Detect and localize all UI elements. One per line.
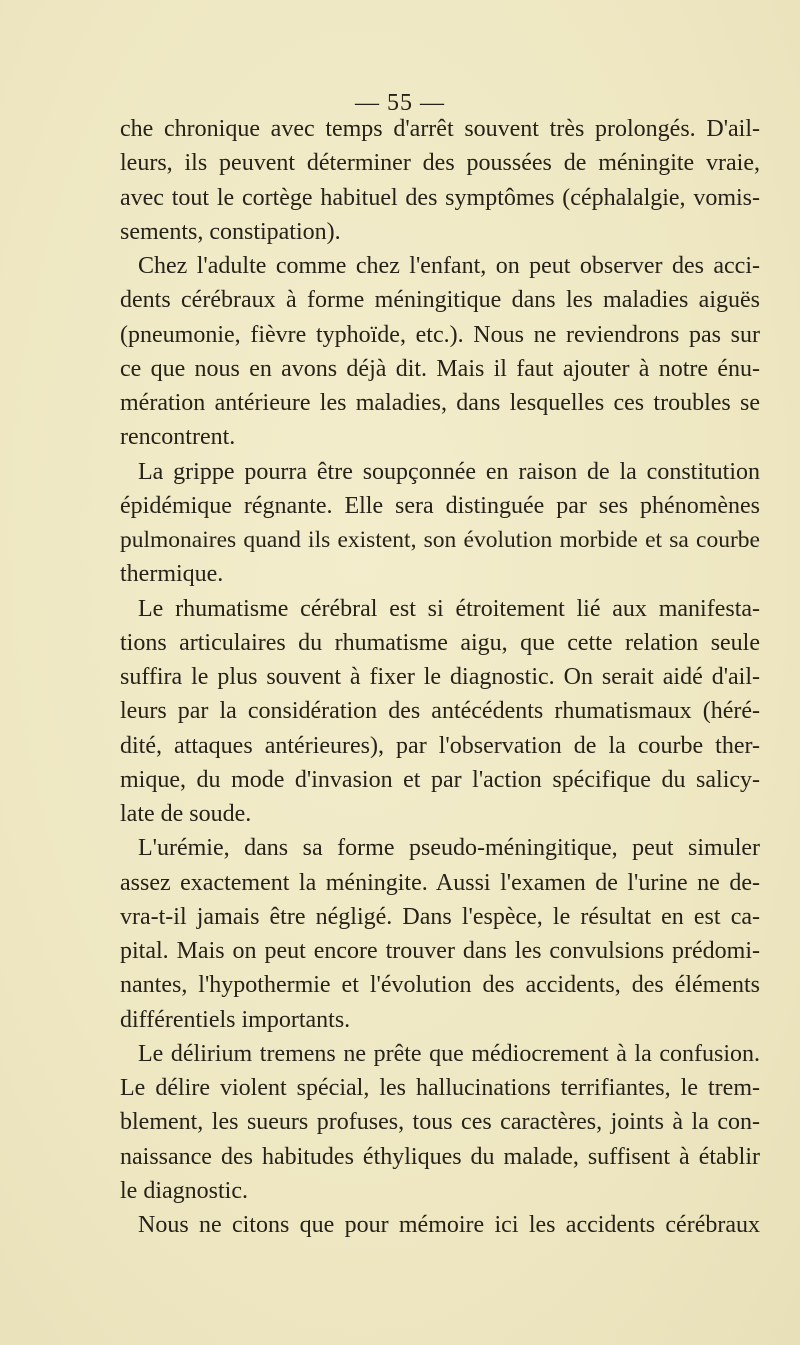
- text-line: Nous ne citons que pour mémoire ici les accidents cérébraux: [138, 1212, 760, 1238]
- body-text: [120, 112, 760, 1242]
- text-line: pulmonaires quand ils existent, son évolution morbide et sa courbe: [120, 527, 760, 553]
- text-line: Le délire violent spécial, les hallucinations terrifiantes, le trem-: [120, 1075, 760, 1101]
- text-line: leurs par la considération des antécédents rhumatismaux (héré-: [120, 698, 760, 725]
- text-line: (pneumonie, fièvre typhoïde, etc.). Nous ne reviendrons pas sur: [120, 321, 760, 348]
- text-line: nantes, l'hypothermie et l'évolution des accidents, des éléments: [120, 972, 760, 999]
- text-line: pital. Mais on peut encore trouver dans les convulsions prédomi-: [120, 938, 760, 964]
- text-line: Le rhumatisme cérébral est si étroitement lié aux manifesta-: [138, 595, 760, 622]
- text-line: late de soude.: [120, 801, 252, 827]
- text-line: vra-t-il jamais être négligé. Dans l'espèce, le résultat en est ca-: [120, 903, 760, 930]
- text-line: Chez l'adulte comme chez l'enfant, on peut observer des acci-: [138, 253, 760, 279]
- text-line: ce que nous en avons déjà dit. Mais il faut ajouter à notre énu-: [120, 355, 760, 382]
- text-line: le diagnostic.: [120, 1177, 248, 1204]
- text-line: naissance des habitudes éthyliques du malade, suffisent à établir: [120, 1143, 760, 1170]
- text-line: L'urémie, dans sa forme pseudo-méningitique, peut simuler: [138, 835, 760, 862]
- text-line: leurs, ils peuvent déterminer des poussées de méningite vraie,: [120, 150, 760, 177]
- text-line: thermique.: [120, 561, 224, 588]
- text-line: rencontrent.: [120, 424, 236, 451]
- text-line: tions articulaires du rhumatisme aigu, que cette relation seule: [120, 629, 760, 656]
- text-line: avec tout le cortège habituel des symptômes (céphalalgie, vomis-: [120, 184, 760, 211]
- page-number: — 55 —: [355, 90, 445, 116]
- text-line: dité, attaques antérieures), par l'observation de la courbe ther-: [120, 732, 760, 759]
- text-line: blement, les sueurs profuses, tous ces caractères, joints à la con-: [120, 1109, 760, 1136]
- text-line: mération antérieure les maladies, dans lesquelles ces troubles se: [120, 390, 760, 416]
- text-line: mique, du mode d'invasion et par l'action spécifique du salicy-: [120, 766, 760, 793]
- text-line: assez exactement la méningite. Aussi l'examen de l'urine ne de-: [120, 869, 760, 896]
- text-line: épidémique régnante. Elle sera distinguée par ses phénomènes: [120, 492, 760, 519]
- text-line: La grippe pourra être soupçonnée en raison de la constitution: [138, 458, 760, 485]
- text-line: Le délirium tremens ne prête que médiocrement à la confusion.: [138, 1040, 760, 1067]
- text-line: différentiels importants.: [120, 1006, 351, 1033]
- text-line: sements, constipation).: [120, 218, 341, 245]
- text-line: che chronique avec temps d'arrêt souvent très prolongés. D'ail-: [120, 116, 760, 142]
- text-line: dents cérébraux à forme méningitique dans les maladies aiguës: [120, 287, 760, 314]
- text-line: suffira le plus souvent à fixer le diagnostic. On serait aidé d'ail-: [120, 664, 760, 690]
